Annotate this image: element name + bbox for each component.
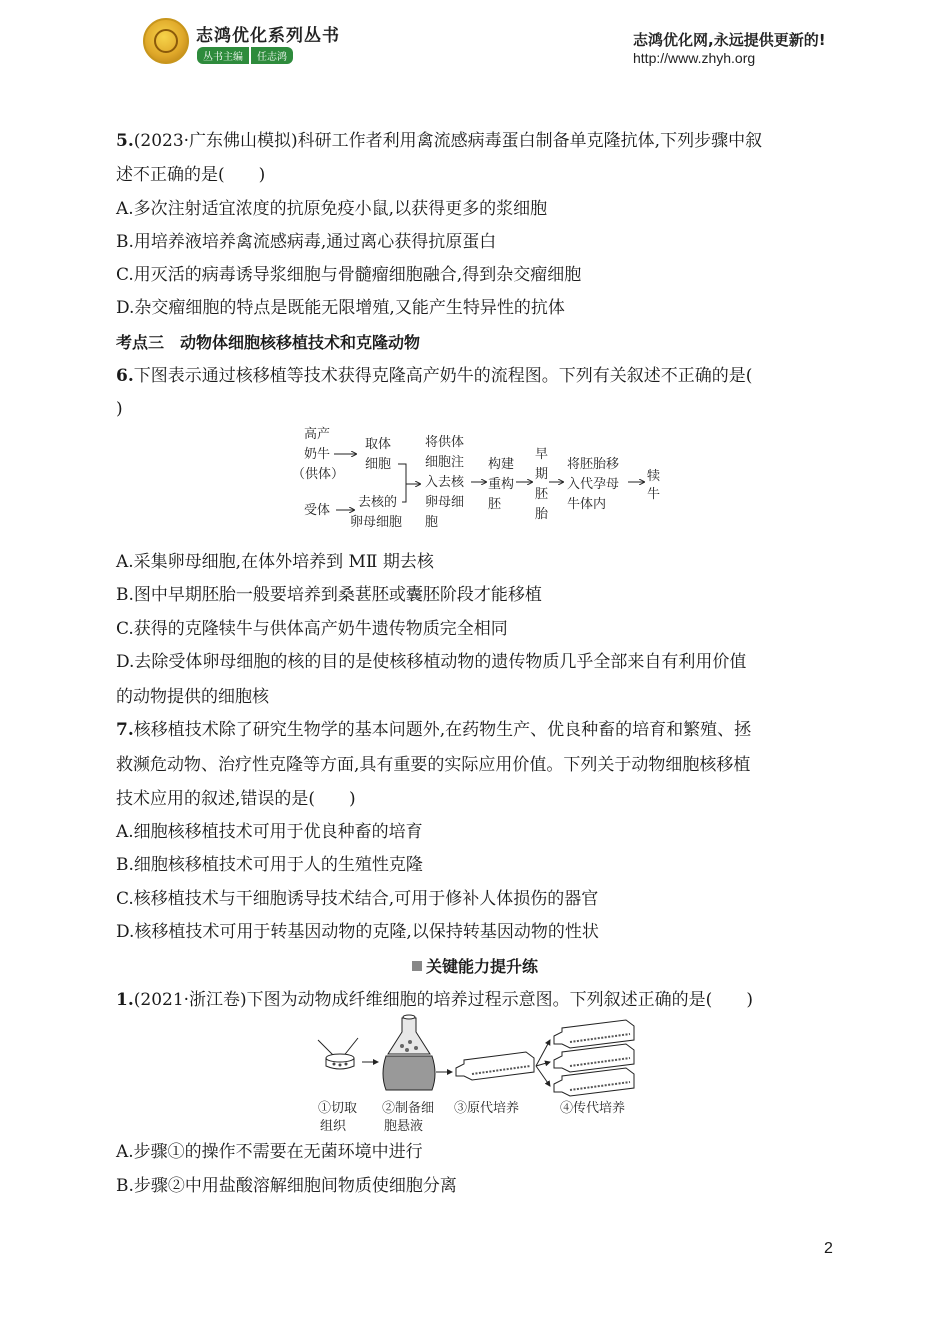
diag-inject-4: 卵母细	[425, 495, 465, 510]
fig-step3-label: ③原代培养	[454, 1101, 520, 1116]
subculture-flasks-icon	[554, 1020, 634, 1096]
diag-early-4: 胎	[535, 507, 549, 522]
fig-step1-label-b: 组织	[320, 1119, 347, 1134]
q6-line2: )	[116, 399, 123, 419]
q1-number: 1.	[116, 990, 134, 1010]
q6-line1	[116, 365, 752, 387]
diag-enuc-2: 卵母细胞	[350, 515, 403, 530]
ability-section-title	[0, 954, 950, 977]
diag-recipient: 受体	[304, 503, 331, 518]
q5-option-d: D.杂交瘤细胞的特点是既能无限增殖,又能产生特异性的抗体	[116, 298, 565, 318]
q7-line1	[116, 719, 751, 741]
q6-option-d: D.去除受体卵母细胞的核的目的是使核移植动物的遗传物质几乎全部来自有利用价值	[116, 652, 747, 672]
page-header	[0, 0, 950, 80]
q5-line2: 述不正确的是( )	[116, 165, 266, 185]
diag-transfer-1: 将胚胎移	[567, 457, 620, 472]
editor-name: 任志鸿	[251, 47, 293, 64]
diag-calf-1: 犊	[647, 469, 661, 484]
diag-calf-2: 牛	[647, 487, 661, 502]
diag-inject-1: 将供体	[425, 435, 465, 450]
q5-option-b: B.用培养液培养禽流感病毒,通过离心获得抗原蛋白	[116, 232, 497, 252]
q1-option-a: A.步骤①的操作不需要在无菌环境中进行	[116, 1142, 423, 1162]
diag-take-2: 细胞	[365, 457, 392, 472]
brand-title: 志鸿优化系列丛书	[196, 26, 340, 46]
section-heading-3: 考点三 动物体细胞核移植技术和克隆动物	[116, 333, 421, 352]
q6-option-b: B.图中早期胚胎一般要培养到桑葚胚或囊胚阶段才能移植	[116, 585, 542, 605]
diag-inject-3: 入去核	[425, 475, 465, 490]
diag-early-3: 胚	[535, 487, 549, 502]
q7-stem-1: 核移植技术除了研究生物学的基本问题外,在药物生产、优良种畜的培育和繁殖、拯	[133, 720, 752, 740]
logo-emblem-icon	[143, 18, 189, 64]
fig-step1-label-a: ①切取	[318, 1101, 358, 1116]
diag-build-2: 重构	[488, 477, 515, 492]
fig-arrow-3c	[536, 1066, 550, 1086]
flask-stirrer-icon	[383, 1015, 435, 1090]
primary-culture-flask-icon	[456, 1052, 534, 1080]
diag-enuc-1: 去核的	[358, 495, 398, 510]
q6-number: 6.	[116, 366, 134, 386]
diag-early-1: 早	[535, 447, 549, 462]
q7-line2: 救濒危动物、治疗性克隆等方面,具有重要的实际应用价值。下列关于动物细胞核移植	[116, 755, 751, 775]
diag-inject-2: 细胞注	[425, 455, 465, 470]
dish-scissors-icon	[318, 1038, 358, 1069]
q5-stem: (2023·广东佛山模拟)科研工作者利用禽流感病毒蛋白制备单克隆抗体,下列步骤中叙	[133, 131, 763, 151]
cloning-flow-diagram	[290, 424, 680, 536]
diag-inject-5: 胞	[425, 515, 439, 530]
fig-step2-label-a: ②制备细	[382, 1101, 435, 1116]
q1-option-b: B.步骤②中用盐酸溶解细胞间物质使细胞分离	[116, 1176, 457, 1196]
diag-donor-1: 高产	[304, 427, 331, 442]
q7-line3: 技术应用的叙述,错误的是( )	[116, 789, 356, 809]
diag-transfer-2: 入代孕母	[567, 477, 620, 492]
site-slogan: 志鸿优化网,永远提供更新的!	[633, 31, 826, 49]
fig-step2-label-b: 胞悬液	[384, 1119, 424, 1134]
q6-option-c: C.获得的克隆犊牛与供体高产奶牛遗传物质完全相同	[116, 619, 508, 639]
diag-early-2: 期	[535, 467, 549, 482]
q7-option-a: A.细胞核移植技术可用于优良种畜的培育	[116, 822, 423, 842]
diag-take-1: 取体	[365, 437, 392, 452]
diag-donor-3: （供体）	[292, 467, 345, 482]
q5-number: 5.	[116, 131, 134, 151]
q7-option-c: C.核移植技术与干细胞诱导技术结合,可用于修补人体损伤的器官	[116, 889, 599, 909]
fig-step4-label: ④传代培养	[560, 1101, 626, 1116]
q5-option-c: C.用灭活的病毒诱导浆细胞与骨髓瘤细胞融合,得到杂交瘤细胞	[116, 265, 582, 285]
q6-stem: 下图表示通过核移植等技术获得克隆高产奶牛的流程图。下列有关叙述不正确的是(	[133, 366, 753, 386]
q6-option-d-cont: 的动物提供的细胞核	[116, 687, 269, 707]
q5-option-a: A.多次注射适宜浓度的抗原免疫小鼠,以获得更多的浆细胞	[116, 199, 548, 219]
diag-donor-2: 奶牛	[304, 447, 331, 462]
q7-option-d: D.核移植技术可用于转基因动物的克隆,以保持转基因动物的性状	[116, 922, 599, 942]
section-marker-icon	[412, 961, 422, 971]
diag-build-3: 胚	[488, 497, 502, 512]
q5-line1	[116, 130, 762, 152]
q1-line1	[116, 989, 753, 1011]
brand-subtitle	[197, 47, 293, 64]
cell-culture-figure	[312, 1014, 642, 1136]
site-url[interactable]: http://www.zhyh.org	[633, 50, 756, 66]
diag-build-1: 构建	[488, 457, 515, 472]
diag-merge-bracket	[398, 464, 406, 502]
ability-title-text: 关键能力提升练	[425, 957, 538, 976]
q7-number: 7.	[116, 720, 134, 740]
page-number: 2	[824, 1240, 833, 1257]
diag-transfer-3: 牛体内	[567, 497, 607, 512]
q6-option-a: A.采集卵母细胞,在体外培养到 MⅡ 期去核	[116, 552, 434, 572]
q1-stem: (2021·浙江卷)下图为动物成纤维细胞的培养过程示意图。下列叙述正确的是( )	[133, 990, 753, 1010]
editor-label: 丛书主编	[197, 47, 249, 64]
q7-option-b: B.细胞核移植技术可用于人的生殖性克隆	[116, 855, 423, 875]
